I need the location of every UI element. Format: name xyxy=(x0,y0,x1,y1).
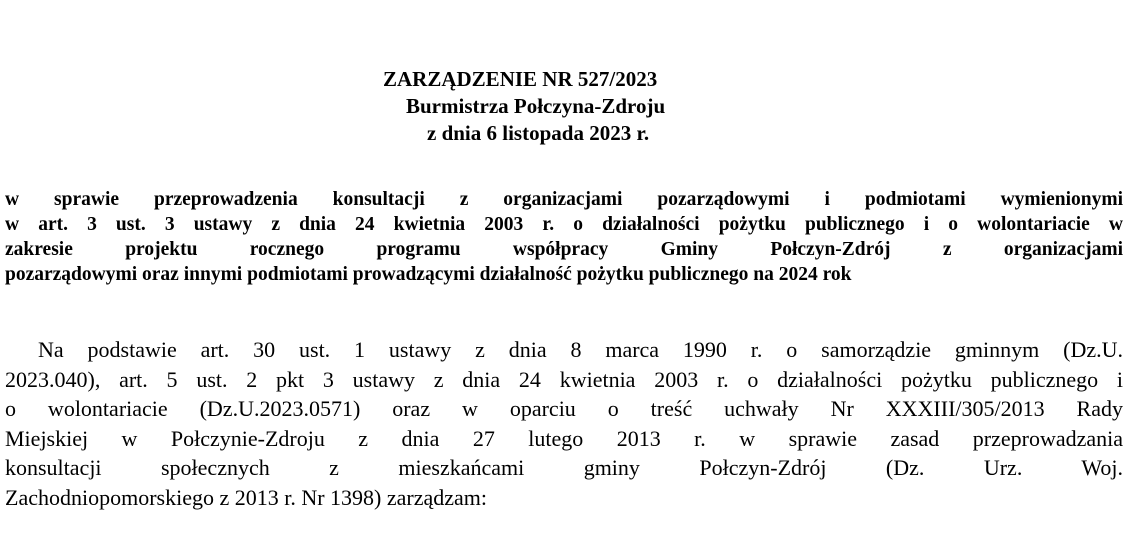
preamble-paragraph xyxy=(5,335,1123,512)
subject-line: w art. 3 ust. 3 ustawy z dnia 24 kwietnia 2003 r. o działalności pożytku publicznego i o wolontariacie w xyxy=(5,214,1123,235)
preamble-line: Miejskiej w Połczynie-Zdroju z dnia 27 lutego 2013 r. w sprawie zasad przeprowadzania xyxy=(5,425,1123,451)
ordinance-title: ZARZĄDZENIE NR 527/2023 xyxy=(383,67,658,91)
preamble-line: o wolontariacie (Dz.U.2023.0571) oraz w oparciu o treść uchwały Nr XXXIII/305/2013 Rady xyxy=(5,396,1123,421)
subject-line: zakresie projektu rocznego programu współpracy Gminy Połczyn-Zdrój z organizacjami xyxy=(5,239,1123,260)
ordinance-issuer: Burmistrza Połczyna-Zdroju xyxy=(406,94,666,118)
preamble-line: Na podstawie art. 30 ust. 1 ustawy z dnia 8 marca 1990 r. o samorządzie gminnym (Dz.U. xyxy=(38,337,1123,362)
ordinance-date: z dnia 6 listopada 2023 r. xyxy=(427,121,650,145)
subject-line: pozarządowymi oraz innymi podmiotami prowadzącymi działalność pożytku publicznego na 2024 rok xyxy=(5,264,852,285)
subject-line: w sprawie przeprowadzenia konsultacji z organizacjami pozarządowymi i podmiotami wymienionymi xyxy=(5,189,1123,210)
preamble-line: konsultacji społecznych z mieszkańcami gminy Połczyn-Zdrój (Dz. Urz. Woj. xyxy=(5,455,1123,480)
ordinance-subject xyxy=(5,187,1123,287)
preamble-line: Zachodniopomorskiego z 2013 r. Nr 1398) zarządzam: xyxy=(5,484,488,510)
preamble-line: 2023.040), art. 5 ust. 2 pkt 3 ustawy z dnia 24 kwietnia 2003 r. o działalności pożytku publicznego i xyxy=(5,366,1123,392)
